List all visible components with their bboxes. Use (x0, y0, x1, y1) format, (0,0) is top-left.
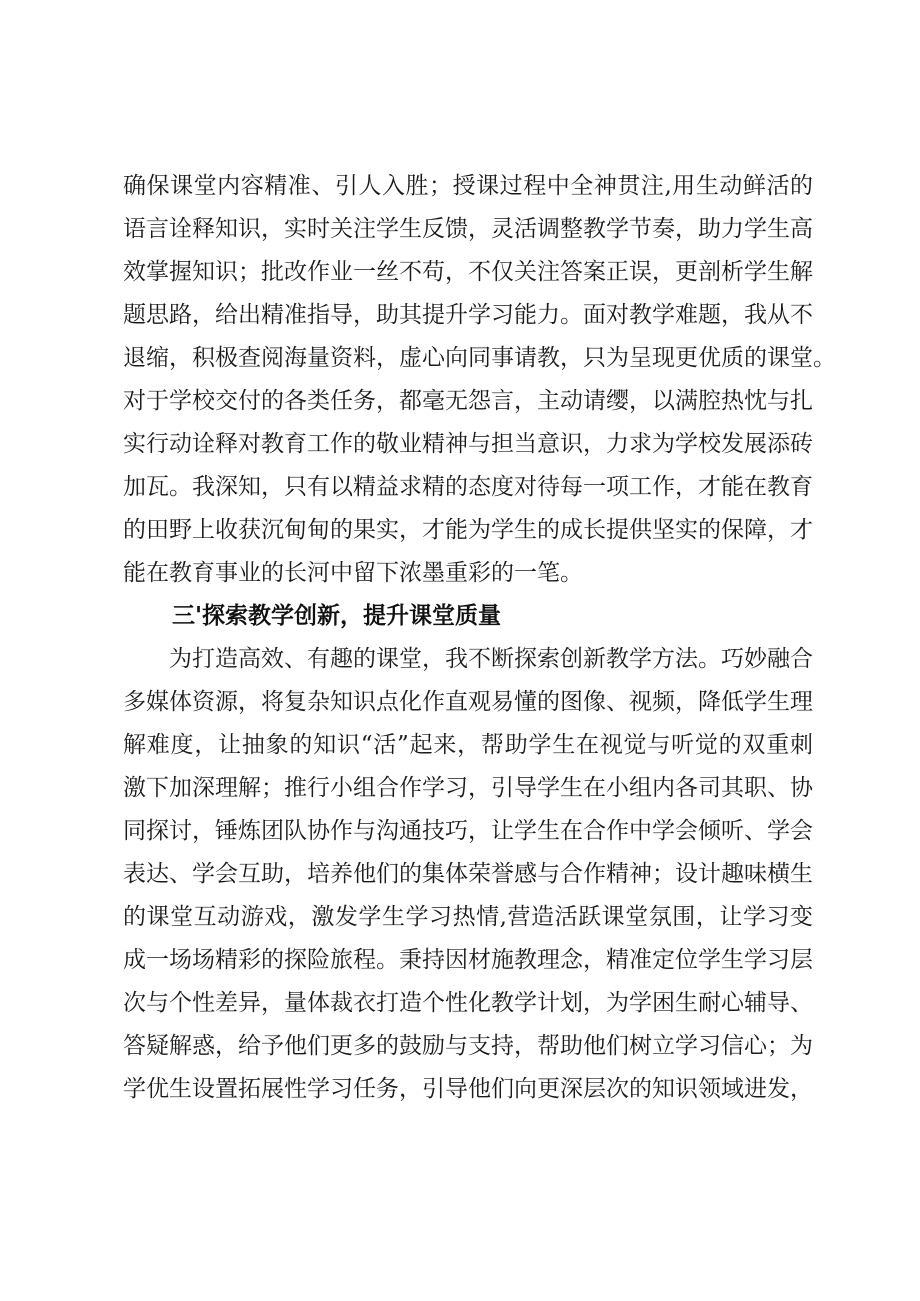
paragraph-line: 成一场场精彩的探险旅程。秉持因材施教理念，精准定位学生学习层 (123, 947, 813, 973)
paragraph-line: 的课堂互动游戏，激发学生学习热情,营造活跃课堂氛围，让学习变 (123, 904, 813, 930)
paragraph-line: 加瓦。我深知，只有以精益求精的态度对待每一项工作，才能在教育 (123, 474, 813, 500)
paragraph-line: 效掌握知识；批改作业一丝不苟，不仅关注答案正误，更剖析学生解 (123, 259, 813, 285)
paragraph-line: 多媒体资源，将复杂知识点化作直观易懂的图像、视频，降低学生理 (123, 689, 813, 715)
paragraph-line: 答疑解惑，给予他们更多的鼓励与支持，帮助他们树立学习信心；为 (123, 1033, 813, 1059)
paragraph-line: 确保课堂内容精准、引人入胜；授课过程中全神贯注,用生动鲜活的 (123, 173, 813, 199)
paragraph-line: 解难度，让抽象的知识“活”起来，帮助学生在视觉与听觉的双重刺 (123, 732, 813, 758)
paragraph-line: 学优生设置拓展性学习任务，引导他们向更深层次的知识领域进发， (123, 1076, 813, 1102)
paragraph-line: 题思路，给出精准指导，助其提升学习能力。面对教学难题，我从不 (123, 302, 813, 328)
paragraph-line: 实行动诠释对教育工作的敬业精神与担当意识，力求为学校发展添砖 (123, 431, 813, 457)
paragraph-line: 退缩，积极查阅海量资料，虚心向同事请教，只为呈现更优质的课堂。 (123, 345, 836, 371)
paragraph-line: 的田野上收获沉甸甸的果实，才能为学生的成长提供坚实的保障，才 (123, 517, 813, 543)
paragraph-line: 能在教育事业的长河中留下浓墨重彩的一笔。 (123, 560, 583, 586)
paragraph-line: 同探讨，锤炼团队协作与沟通技巧，让学生在合作中学会倾听、学会 (123, 818, 813, 844)
paragraph-line: 激下加深理解；推行小组合作学习，引导学生在小组内各司其职、协 (123, 775, 813, 801)
paragraph-line: 为打造高效、有趣的课堂，我不断探索创新教学方法。巧妙融合 (169, 646, 813, 672)
paragraph-line: 次与个性差异，量体裁衣打造个性化教学计划，为学困生耐心辅导、 (123, 990, 813, 1016)
paragraph-line: 对于学校交付的各类任务，都毫无怨言，主动请缨，以满腔热忱与扎 (123, 388, 813, 414)
paragraph-line: 表达、学会互助，培养他们的集体荣誉感与合作精神；设计趣味横生 (123, 861, 813, 887)
paragraph-line: 语言诠释知识，实时关注学生反馈，灵活调整教学节奏，助力学生高 (123, 216, 813, 242)
section-heading: 三'探索教学创新，提升课堂质量 (172, 603, 502, 629)
